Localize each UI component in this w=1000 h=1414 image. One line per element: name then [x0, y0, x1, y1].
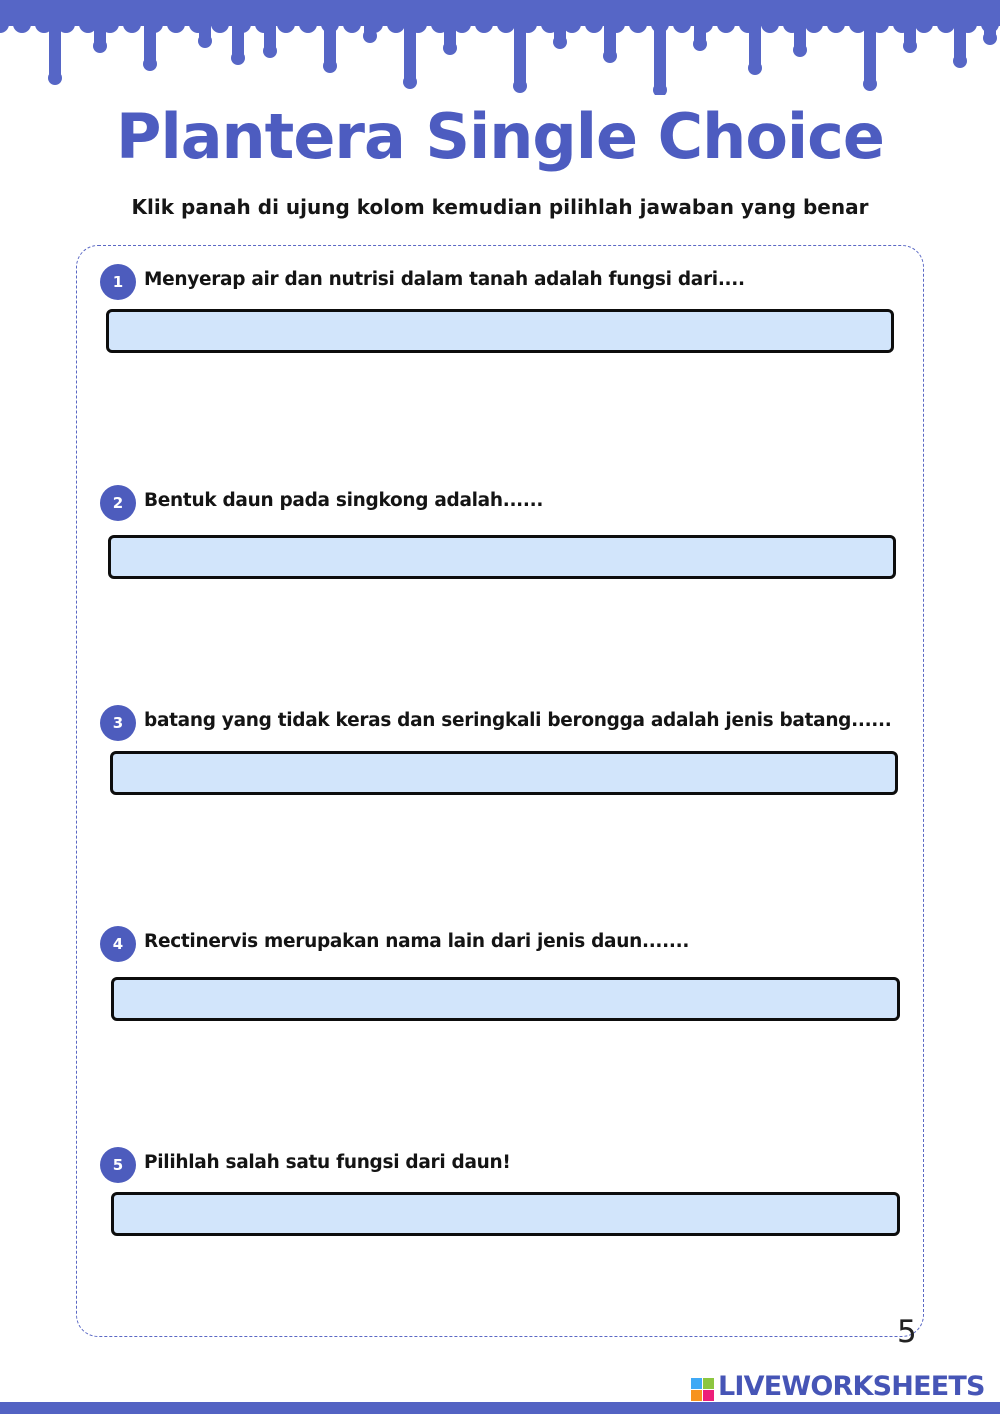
drip-scallop	[57, 15, 75, 33]
liveworksheets-logo-icon	[691, 1378, 715, 1402]
drip-scallop	[739, 15, 757, 33]
drip-scallop	[695, 15, 713, 33]
question-text: Pilihlah salah satu fungsi dari daun!	[144, 1152, 511, 1173]
drip-scallop	[871, 15, 889, 33]
drip-scallop	[629, 15, 647, 33]
answer-dropdown[interactable]	[108, 535, 896, 579]
drip-scallop	[651, 15, 669, 33]
drip-scallop	[189, 15, 207, 33]
drip-scallop	[717, 15, 735, 33]
bottom-bar	[0, 1402, 1000, 1414]
liveworksheets-brand[interactable]	[691, 1371, 991, 1405]
drip-scallop	[35, 15, 53, 33]
drip-tip	[553, 35, 567, 49]
drip-scallop	[101, 15, 119, 33]
drip-scallop	[277, 15, 295, 33]
liveworksheets-wordmark: LIVEWORKSHEETS	[718, 1371, 985, 1402]
drip-scallop	[585, 15, 603, 33]
drip-scallop	[959, 15, 977, 33]
answer-dropdown[interactable]	[110, 751, 898, 795]
drip-tip	[693, 37, 707, 51]
drip-scallop	[563, 15, 581, 33]
answer-dropdown[interactable]	[106, 309, 894, 353]
drip-scallop	[13, 15, 31, 33]
drip-scallop	[607, 15, 625, 33]
drip-tip	[403, 75, 417, 89]
drip-scallop	[123, 15, 141, 33]
question-text: batang yang tidak keras dan seringkali berongga adalah jenis batang......	[144, 710, 892, 731]
drip-scallop	[805, 15, 823, 33]
drip-tip	[603, 49, 617, 63]
drip-scallop	[849, 15, 867, 33]
drip-tip	[263, 44, 277, 58]
drip-scallop	[233, 15, 251, 33]
instructions-subtitle: Klik panah di ujung kolom kemudian pilihlah jawaban yang benar	[131, 195, 869, 219]
drip-tip	[793, 43, 807, 57]
question-number-badge: 3	[100, 705, 136, 741]
question-text: Menyerap air dan nutrisi dalam tanah adalah fungsi dari....	[144, 269, 745, 290]
drip-tip	[903, 39, 917, 53]
drip-scallop	[79, 15, 97, 33]
drip-scallop	[299, 15, 317, 33]
drip-scallop	[475, 15, 493, 33]
drip-tip	[443, 41, 457, 55]
drip-scallop	[827, 15, 845, 33]
drip-tip	[983, 31, 997, 45]
drip-tip	[863, 77, 877, 91]
drip-scallop	[937, 15, 955, 33]
drip-scallop	[673, 15, 691, 33]
drip-scallop	[453, 15, 471, 33]
drip-scallop	[365, 15, 383, 33]
question-number-badge: 5	[100, 1147, 136, 1183]
question-number-badge: 4	[100, 926, 136, 962]
drip-tip	[48, 71, 62, 85]
question-number-badge: 2	[100, 485, 136, 521]
drip-scallop	[981, 15, 999, 33]
drip-scallop	[893, 15, 911, 33]
answer-dropdown[interactable]	[111, 1192, 900, 1236]
drip-tip	[513, 79, 527, 93]
drip-scallop	[321, 15, 339, 33]
drip-tip	[198, 34, 212, 48]
drip-tip	[748, 61, 762, 75]
drip-scallop	[915, 15, 933, 33]
drip-scallop	[255, 15, 273, 33]
drip-scallop	[211, 15, 229, 33]
drip-scallop	[145, 15, 163, 33]
page-number: 5	[897, 1314, 917, 1350]
drip-scallop	[497, 15, 515, 33]
drip-scallop	[409, 15, 427, 33]
question-text: Bentuk daun pada singkong adalah......	[144, 490, 544, 511]
drip-tip	[231, 51, 245, 65]
question-number-badge: 1	[100, 264, 136, 300]
drip-scallop	[761, 15, 779, 33]
paint-drip-decoration	[0, 0, 1000, 95]
answer-dropdown[interactable]	[111, 977, 900, 1021]
page-title: Plantera Single Choice	[116, 100, 884, 173]
drip-tip	[953, 54, 967, 68]
drip-scallop	[431, 15, 449, 33]
drip-tip	[93, 39, 107, 53]
drip-scallop	[387, 15, 405, 33]
question-text: Rectinervis merupakan nama lain dari jenis daun.......	[144, 931, 690, 952]
drip-scallop	[519, 15, 537, 33]
drip-tip	[323, 59, 337, 73]
drip-scallop	[167, 15, 185, 33]
drip-tip	[143, 57, 157, 71]
drip-scallop	[541, 15, 559, 33]
drip-scallop	[783, 15, 801, 33]
drip-scallop	[343, 15, 361, 33]
